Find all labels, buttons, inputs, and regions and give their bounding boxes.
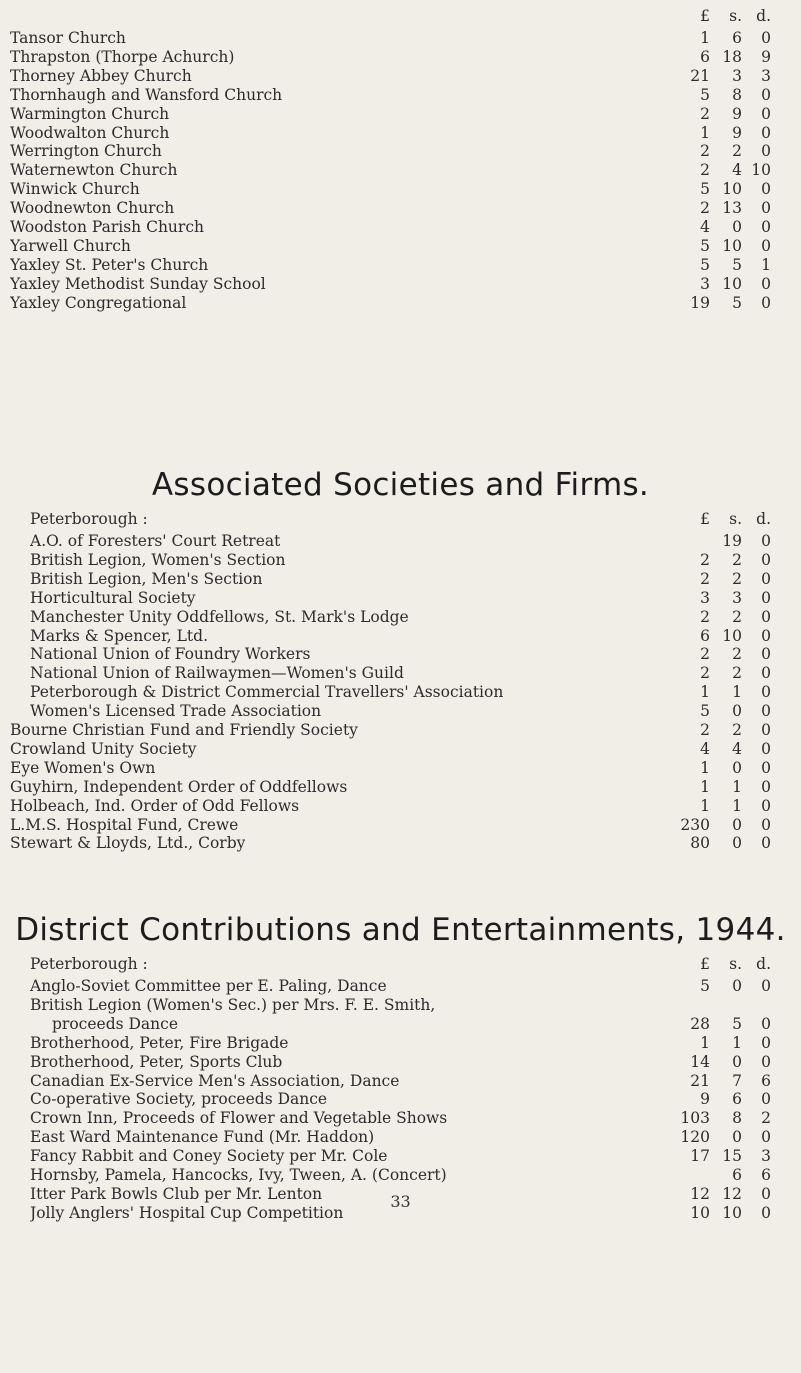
pence-value: 0 [761,739,771,758]
district-heading: District Contributions and Entertainments, 1944. [15,912,786,948]
pence-value: 2 [761,1109,771,1128]
pence-header: d. [756,7,771,25]
shillings-value: 2 [732,645,742,664]
pence-value: 3 [761,66,771,85]
pence-value: 0 [761,199,771,218]
row-label: Winwick Church [10,180,140,199]
pounds-value: 3 [700,274,710,293]
shillings-value: 8 [732,85,742,104]
row-label: Guyhirn, Independent Order of Oddfellows [10,777,348,796]
row-label: Jolly Anglers' Hospital Cup Competition [30,1203,344,1222]
shillings-value: 2 [732,721,742,739]
row-label: Warmington Church [10,104,170,123]
pounds-value: 17 [690,1147,710,1166]
pounds-value: 1 [700,777,710,796]
pounds-header: £ [700,955,710,973]
pence-value: 0 [761,1052,771,1071]
district-header-row [0,953,801,975]
pence-value: 0 [761,293,771,312]
pence-value: 0 [761,550,771,569]
row-label: Manchester Unity Oddfellows, St. Mark's Lodge [30,607,409,626]
pounds-value: 5 [700,85,710,104]
table-row [0,832,801,854]
pounds-header: £ [700,510,710,528]
pounds-value: 2 [700,569,710,588]
pounds-value: 2 [700,161,710,180]
row-label: Yaxley Methodist Sunday School [10,274,266,293]
shillings-value: 13 [722,199,742,218]
pounds-value: 5 [700,255,710,274]
table-row [0,292,801,314]
pence-value: 0 [761,569,771,588]
pence-value: 9 [761,47,771,66]
pence-value: 0 [761,626,771,645]
row-label: Werrington Church [10,142,162,161]
pounds-value: 5 [700,702,710,721]
pence-value: 0 [761,29,771,47]
shillings-value: 6 [732,29,742,47]
pence-value: 0 [761,1090,771,1109]
row-label: Holbeach, Ind. Order of Odd Fellows [10,796,300,815]
shillings-value: 1 [732,683,742,702]
shillings-header: s. [729,955,742,973]
pounds-value: 1 [700,796,710,815]
shillings-value: 15 [722,1147,742,1166]
row-label: Marks & Spencer, Ltd. [30,626,209,645]
pounds-value: 10 [690,1203,710,1222]
row-label: National Union of Foundry Workers [30,645,311,664]
pence-value: 0 [761,1033,771,1052]
shillings-header: s. [729,7,742,25]
shillings-value: 1 [732,1033,742,1052]
pounds-value: 80 [690,834,710,853]
pounds-value: 3 [700,588,710,607]
pence-value: 0 [761,758,771,777]
pounds-value: 21 [690,1071,710,1090]
shillings-value: 8 [732,1109,742,1128]
shillings-value: 2 [732,550,742,569]
pounds-value: 2 [700,550,710,569]
pounds-header: £ [700,7,710,25]
pounds-value: 21 [690,66,710,85]
shillings-value: 18 [722,47,742,66]
pounds-value: 1 [700,29,710,47]
shillings-value: 5 [732,1014,742,1033]
pounds-value: 5 [700,236,710,255]
pounds-value: 1 [700,683,710,702]
pence-value: 0 [761,236,771,255]
shillings-value: 12 [722,1184,742,1203]
pence-value: 1 [761,255,771,274]
shillings-header: s. [729,510,742,528]
row-label: Woodston Parish Church [10,218,204,236]
pounds-value: 6 [700,47,710,66]
row-label: Waternewton Church [10,161,178,180]
shillings-value: 5 [732,293,742,312]
pounds-value: 14 [690,1052,710,1071]
row-label: Yarwell Church [10,236,131,255]
pence-value: 3 [761,1147,771,1166]
shillings-value: 19 [722,532,742,550]
shillings-value: 0 [732,702,742,721]
district-group-label: Peterborough : [30,955,148,973]
shillings-value: 0 [732,834,742,853]
pence-value: 0 [761,607,771,626]
shillings-value: 3 [732,66,742,85]
row-label: proceeds Dance [52,1014,178,1033]
row-label: Thrapston (Thorpe Achurch) [10,47,235,66]
row-label: Hornsby, Pamela, Hancocks, Ivy, Tween, A. (Concert) [30,1166,447,1184]
row-label: Brotherhood, Peter, Sports Club [30,1052,283,1071]
pounds-value: 12 [690,1184,710,1203]
pence-value: 0 [761,702,771,721]
row-label: Eye Women's Own [10,758,156,777]
row-label: Co-operative Society, proceeds Dance [30,1090,328,1109]
row-label: Woodwalton Church [10,123,170,142]
pounds-value: 19 [690,293,710,312]
pounds-value: 2 [700,664,710,683]
row-label: Peterborough & District Commercial Travellers' Association [30,683,504,702]
row-label: Women's Licensed Trade Association [30,702,322,721]
pounds-value: 2 [700,104,710,123]
shillings-value: 4 [732,739,742,758]
page-number: 33 [390,1192,411,1211]
row-label: Yaxley St. Peter's Church [10,255,209,274]
shillings-value: 10 [722,626,742,645]
pounds-value: 4 [700,218,710,236]
row-label: Canadian Ex-Service Men's Association, Dance [30,1071,400,1090]
pence-value: 0 [761,721,771,739]
pounds-value: 1 [700,123,710,142]
pounds-value: 2 [700,607,710,626]
pence-value: 0 [761,1128,771,1147]
pence-header: d. [756,510,771,528]
row-label: British Legion, Women's Section [30,550,286,569]
shillings-value: 0 [732,218,742,236]
pence-value: 6 [761,1071,771,1090]
pence-value: 0 [761,218,771,236]
pence-value: 0 [761,274,771,293]
shillings-value: 6 [732,1166,742,1184]
row-label: A.O. of Foresters' Court Retreat [30,532,281,550]
row-label: Thornhaugh and Wansford Church [10,85,283,104]
row-label: Stewart & Lloyds, Ltd., Corby [10,834,246,853]
shillings-value: 6 [732,1090,742,1109]
shillings-value: 0 [732,1128,742,1147]
pence-value: 0 [761,532,771,550]
pence-value: 0 [761,123,771,142]
shillings-value: 2 [732,142,742,161]
pounds-value: 4 [700,739,710,758]
shillings-value: 2 [732,664,742,683]
shillings-value: 2 [732,607,742,626]
pence-value: 0 [761,104,771,123]
row-label: National Union of Railwaymen—Women's Guild [30,664,404,683]
pence-value: 0 [761,85,771,104]
pounds-value: 2 [700,142,710,161]
shillings-value: 2 [732,569,742,588]
pence-header: d. [756,955,771,973]
pounds-value: 9 [700,1090,710,1109]
pence-value: 0 [761,834,771,853]
row-label: Woodnewton Church [10,199,175,218]
pounds-value: 120 [680,1128,710,1147]
associated-header-row [0,508,801,530]
pounds-value: 28 [690,1014,710,1033]
associated-group-label: Peterborough : [30,510,148,528]
pence-value: 0 [761,777,771,796]
shillings-value: 0 [732,815,742,834]
shillings-value: 10 [722,1203,742,1222]
shillings-value: 1 [732,796,742,815]
pence-value: 0 [761,1203,771,1222]
row-label: Anglo-Soviet Committee per E. Paling, Dance [30,977,387,995]
shillings-value: 10 [722,180,742,199]
row-label: Fancy Rabbit and Coney Society per Mr. Cole [30,1147,388,1166]
row-label: Bourne Christian Fund and Friendly Society [10,721,358,739]
shillings-value: 3 [732,588,742,607]
pence-value: 0 [761,1184,771,1203]
pounds-value: 2 [700,721,710,739]
pence-value: 0 [761,977,771,995]
row-label: L.M.S. Hospital Fund, Crewe [10,815,239,834]
top-column-header [0,5,801,27]
pence-value: 0 [761,142,771,161]
pounds-value: 5 [700,180,710,199]
row-label: Crown Inn, Proceeds of Flower and Vegetable Shows [30,1109,448,1128]
row-label: Thorney Abbey Church [10,66,192,85]
shillings-value: 10 [722,274,742,293]
row-label: Itter Park Bowls Club per Mr. Lenton [30,1184,323,1203]
pence-value: 0 [761,588,771,607]
pence-value: 0 [761,664,771,683]
pence-value: 0 [761,796,771,815]
shillings-value: 9 [732,104,742,123]
pence-value: 0 [761,1014,771,1033]
pounds-value: 230 [680,815,710,834]
pounds-value: 2 [700,645,710,664]
shillings-value: 0 [732,1052,742,1071]
pounds-value: 6 [700,626,710,645]
shillings-value: 5 [732,255,742,274]
pounds-value: 1 [700,758,710,777]
pence-value: 0 [761,815,771,834]
pence-value: 0 [761,180,771,199]
shillings-value: 9 [732,123,742,142]
pence-value: 10 [751,161,771,180]
shillings-value: 0 [732,977,742,995]
pence-value: 6 [761,1166,771,1184]
pounds-value: 1 [700,1033,710,1052]
shillings-value: 0 [732,758,742,777]
shillings-value: 10 [722,236,742,255]
row-label: East Ward Maintenance Fund (Mr. Haddon) [30,1128,375,1147]
row-label: Tansor Church [10,29,126,47]
row-label: Yaxley Congregational [10,293,187,312]
associated-heading: Associated Societies and Firms. [151,467,650,503]
row-label: Crowland Unity Society [10,739,197,758]
row-label: British Legion, Men's Section [30,569,263,588]
pence-value: 0 [761,683,771,702]
pounds-value: 2 [700,199,710,218]
shillings-value: 7 [732,1071,742,1090]
pounds-value: 5 [700,977,710,995]
pounds-value: 103 [680,1109,710,1128]
row-label: British Legion (Women's Sec.) per Mrs. F. E. Smith, [30,995,436,1014]
row-label: Brotherhood, Peter, Fire Brigade [30,1033,289,1052]
shillings-value: 1 [732,777,742,796]
pence-value: 0 [761,645,771,664]
shillings-value: 4 [732,161,742,180]
row-label: Horticultural Society [30,588,196,607]
